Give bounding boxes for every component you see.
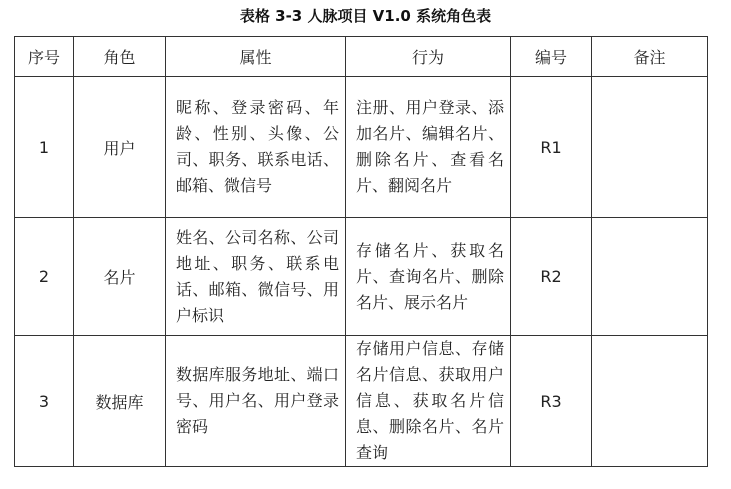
table-row bbox=[15, 218, 708, 336]
cell-attributes: 姓名、公司名称、公司地址、职务、联系电话、邮箱、微信号、用户标识 bbox=[166, 218, 346, 336]
header-behaviors: 行为 bbox=[346, 37, 511, 77]
header-remark: 备注 bbox=[592, 37, 708, 77]
cell-remark bbox=[592, 77, 708, 218]
cell-behaviors: 存储用户信息、存储名片信息、获取用户信息、获取名片信息、删除名片、名片查询 bbox=[346, 336, 511, 467]
cell-behaviors: 注册、用户登录、添加名片、编辑名片、删除名片、查看名片、翻阅名片 bbox=[346, 77, 511, 218]
table-header-row bbox=[15, 37, 708, 77]
header-attributes: 属性 bbox=[166, 37, 346, 77]
cell-no: 1 bbox=[15, 77, 74, 218]
cell-code: R1 bbox=[511, 77, 592, 218]
cell-attributes: 昵称、登录密码、年龄、性别、头像、公司、职务、联系电话、邮箱、微信号 bbox=[166, 77, 346, 218]
header-role: 角色 bbox=[74, 37, 166, 77]
header-no: 序号 bbox=[15, 37, 74, 77]
cell-role: 用户 bbox=[74, 77, 166, 218]
table-row bbox=[15, 336, 708, 467]
cell-attributes: 数据库服务地址、端口号、用户名、用户登录密码 bbox=[166, 336, 346, 467]
cell-remark bbox=[592, 336, 708, 467]
header-code: 编号 bbox=[511, 37, 592, 77]
table-row bbox=[15, 77, 708, 218]
cell-role: 数据库 bbox=[74, 336, 166, 467]
cell-no: 3 bbox=[15, 336, 74, 467]
cell-role: 名片 bbox=[74, 218, 166, 336]
cell-code: R2 bbox=[511, 218, 592, 336]
cell-code: R3 bbox=[511, 336, 592, 467]
cell-remark bbox=[592, 218, 708, 336]
table-caption: 表格 3-3 人脉项目 V1.0 系统角色表 bbox=[239, 7, 492, 25]
cell-no: 2 bbox=[15, 218, 74, 336]
cell-behaviors: 存储名片、获取名片、查询名片、删除名片、展示名片 bbox=[346, 218, 511, 336]
system-roles-table bbox=[14, 36, 708, 467]
